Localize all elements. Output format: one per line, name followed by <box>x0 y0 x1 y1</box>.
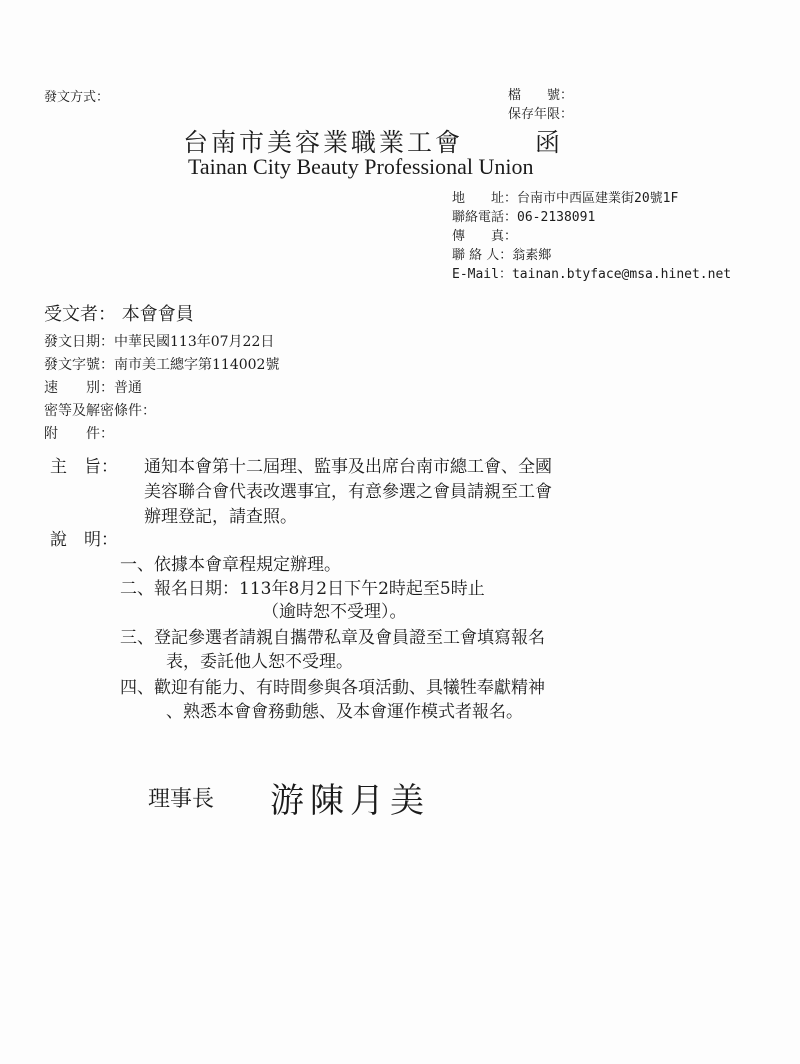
organization-name-en: Tainan City Beauty Professional Union <box>188 154 534 179</box>
field-attachments: 附 件： <box>44 426 114 442</box>
signature-name: 游陳月美 <box>270 781 430 821</box>
explanation-item-3: 三、登記參選者請親自攜帶私章及會員證至工會填寫報名 <box>120 628 545 648</box>
explanation-item-2: 二、報名日期：113年8月2日下午2時起至5時止 <box>120 579 485 599</box>
explanation-item-1: 一、依據本會章程規定辦理。 <box>120 555 341 575</box>
signature-title: 理事長 <box>148 787 215 812</box>
explanation-item-2-note: （逾時恕不受理）。 <box>262 602 407 622</box>
subject-line-3: 辦理登記，請查照。 <box>144 507 297 527</box>
field-confidentiality: 密等及解密條件： <box>44 403 156 419</box>
retention-period-label: 保存年限： <box>508 107 574 122</box>
field-issue-date: 發文日期：中華民國113年07月22日 <box>44 334 275 350</box>
contact-address: 地 址：台南市中西區建業街20號1F <box>452 191 679 206</box>
field-document-number: 發文字號：南市美工總字第114002號 <box>44 357 280 373</box>
document-type: 函 <box>535 128 564 157</box>
explanation-item-4: 四、歡迎有能力、有時間參與各項活動、具犧牲奉獻精神 <box>120 678 545 698</box>
send-method-label: 發文方式： <box>44 90 110 105</box>
contact-person: 聯 絡 人：翁素鄉 <box>452 248 552 263</box>
explanation-item-3-cont: 表，委託他人恕不受理。 <box>166 652 353 672</box>
contact-email: E-Mail：tainan.btyface@msa.hinet.net <box>452 267 732 282</box>
contact-fax: 傳 真： <box>452 229 518 244</box>
explanation-item-4-cont: 、熟悉本會會務動態、及本會運作模式者報名。 <box>166 702 523 722</box>
organization-name-zh: 台南市美容業職業工會 <box>183 128 464 157</box>
subject-line-2: 美容聯合會代表改選事宜，有意參選之會員請親至工會 <box>144 482 552 502</box>
contact-block <box>452 187 731 282</box>
subject-line-1: 通知本會第十二屆理、監事及出席台南市總工會、全國 <box>144 457 552 477</box>
recipient: 受文者： 本會會員 <box>44 304 194 325</box>
file-number-label: 檔 號： <box>508 88 574 103</box>
explanation-label: 說 明： <box>50 530 118 550</box>
contact-phone: 聯絡電話：06-2138091 <box>452 210 596 225</box>
subject-label: 主 旨： <box>50 457 118 477</box>
field-priority: 速 別：普通 <box>44 380 142 396</box>
